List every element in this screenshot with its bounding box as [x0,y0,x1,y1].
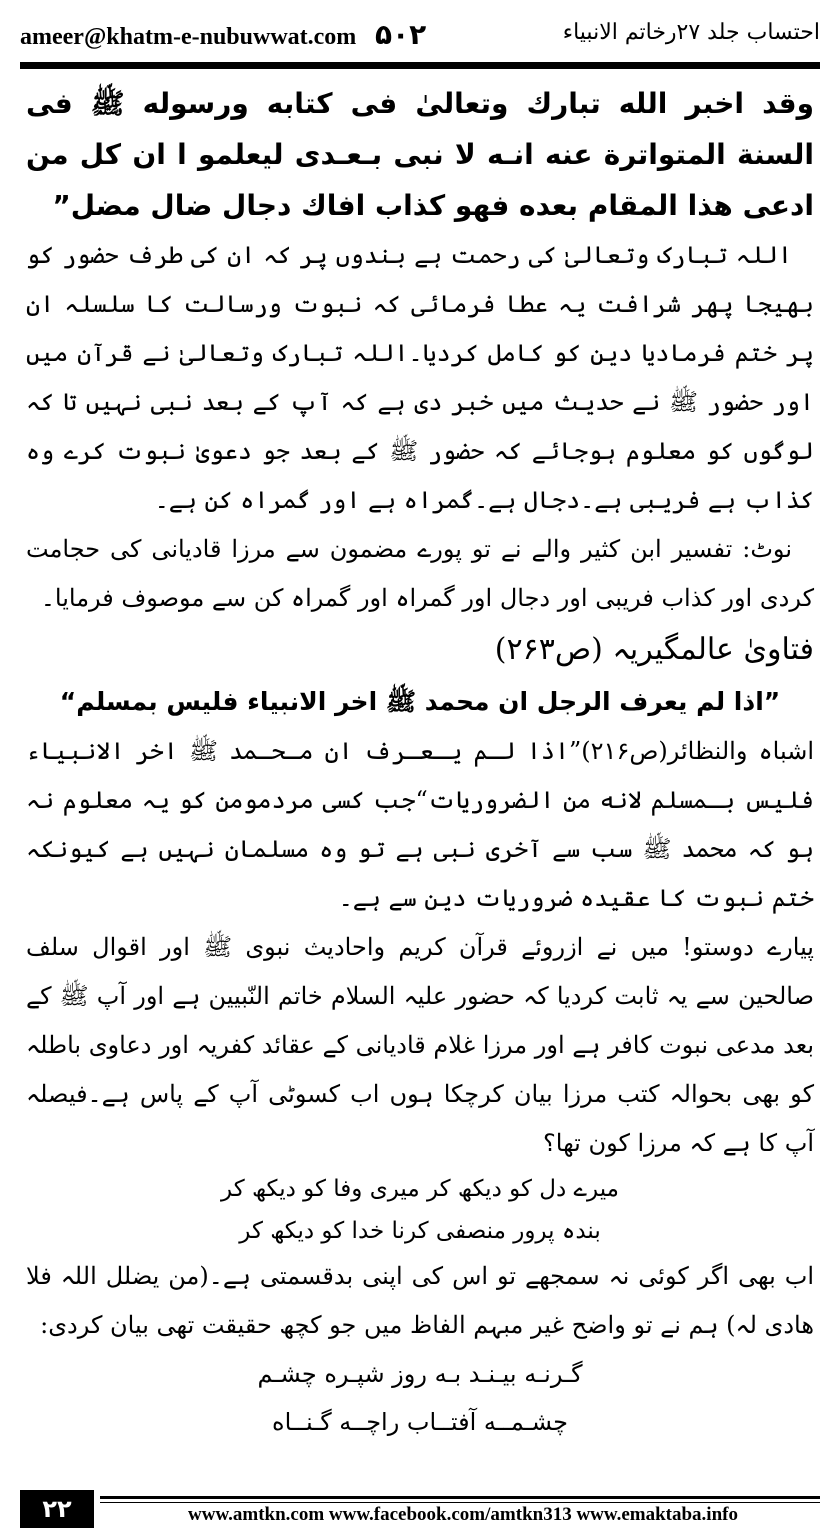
footer-page-badge: ۲۲ [20,1490,94,1528]
header-page-number: ۵۰۲ [375,18,427,51]
header-email: ameer@khatm-e-nubuwwat.com [20,24,357,50]
paragraph-4: اب بھی اگر کوئی نہ سمجھے تو اس کی اپنی بدقسمتی ہے۔(من یضلل اللہ فلا ھادی لہ) ہم نے تو واضح غیر مبہم الفاظ میں جو کچھ حقیقت تھی بیان کردی: [26,1262,814,1339]
paragraph-3: پیارے دوستو! میں نے ازروئے قرآن کریم واحادیث نبوی ﷺ اور اقوال سلف صالحین سے یہ ثابت کردیا کہ حضور علیہ السلام خاتم النّبیین ہے اور آپ ﷺ کے بعد مدعی نبوت کافر ہے اور مرزا غلام قادیانی کے عقائد کفریہ اور دعاوی باطلہ کو بھی بحوالہ کتب مرزا بیان کرچکا ہوں اب کسوٹی آپ کے پاس ہے۔فیصلہ آپ کا ہے کہ مرزا کون تھا؟ [26,933,814,1157]
paragraph-2: اشباہ والنظائر(ص۲۱۶)”اذا لـم يـعـرف ان مـحـمد ﷺ اخر الانبياء فليس بـمسلم لانه من الضروريات“جب کسی مردمومن کو یہ معلوم نہ ہو کہ محمد ﷺ سب سے آخری نبی ہے تو وہ مسلمان نہیں ہے کیونکہ ختم نبوت کا عقیدہ ضروریات دین سے ہے۔ [26,737,815,912]
verse-2-line-2: چشـمــه آفتــاب راچــه گـنــاه [272,1408,568,1436]
footer-links: www.amtkn.com www.facebook.com/amtkn313 www.emaktaba.info [188,1504,738,1525]
header-rule [20,62,820,69]
footer-rule-thin [100,1502,820,1503]
footer-rule-thick [100,1496,820,1499]
section-heading: فتاویٰ عالمگیریہ (ص۲۶۳) [494,632,814,667]
verse-1-line-1: میرے دل کو دیکھ کر میری وفا کو دیکھ کر [221,1176,619,1202]
page-header [20,18,820,58]
arabic-quote-2: ”اذا لم يعرف الرجل ان محمد ﷺ اخر الانبياء فليس بمسلم“ [59,687,781,716]
note-paragraph: نوٹ: تفسیر ابن کثیر والے نے تو پورے مضمون سے مرزا قادیانی کی حجامت کردی اور کذاب فریبی اور دجال اور گمراہ اور گمراہ کن سے موصوف فرمایا۔ [26,535,814,612]
page-footer [20,1490,820,1528]
page-body [26,78,814,1483]
arabic-quote: وقد اخبر الله تبارك وتعالىٰ فى كتابه ورسوله ﷺ فى السنة المتواترة عنه انـه لا نبى بـعـدى ليعلمو ا ان كل من ادعى هذا المقام بعده فهو كذاب افاك دجال ضال مضل” [26,87,814,222]
paragraph-1: اللہ تبارک وتعالیٰ کی رحمت ہے بندوں پر کہ ان کی طرف حضور کو بھیجا پھر شرافت یہ عطا فرمائی کہ نبوت ورسالت کا سلسلہ ان پر ختم فرمادیا دین کو کامل کردیا۔اللہ تبارک وتعالیٰ نے قرآن میں اور حضور ﷺ نے حدیث میں خبر دی ہے کہ آپ کے بعد نبی نہیں تا کہ لوگوں کو معلوم ہوجائے کہ حضور ﷺ کے بعد جو دعویٰ نبوت کرے وہ کذاب ہے فریبی ہے۔دجال ہے۔گمراہ ہے اور گمراہ کن ہے۔ [26,241,814,514]
verse-2-line-1: گـرنـه بيـنـد بـه روز شپـره چشـم [257,1360,583,1388]
header-book-title: احتساب جلد ۲۷رخاتم الانبیاء [562,20,820,45]
verse-1-line-2: بندہ پرور منصفی کرنا خدا کو دیکھ کر [239,1218,601,1244]
